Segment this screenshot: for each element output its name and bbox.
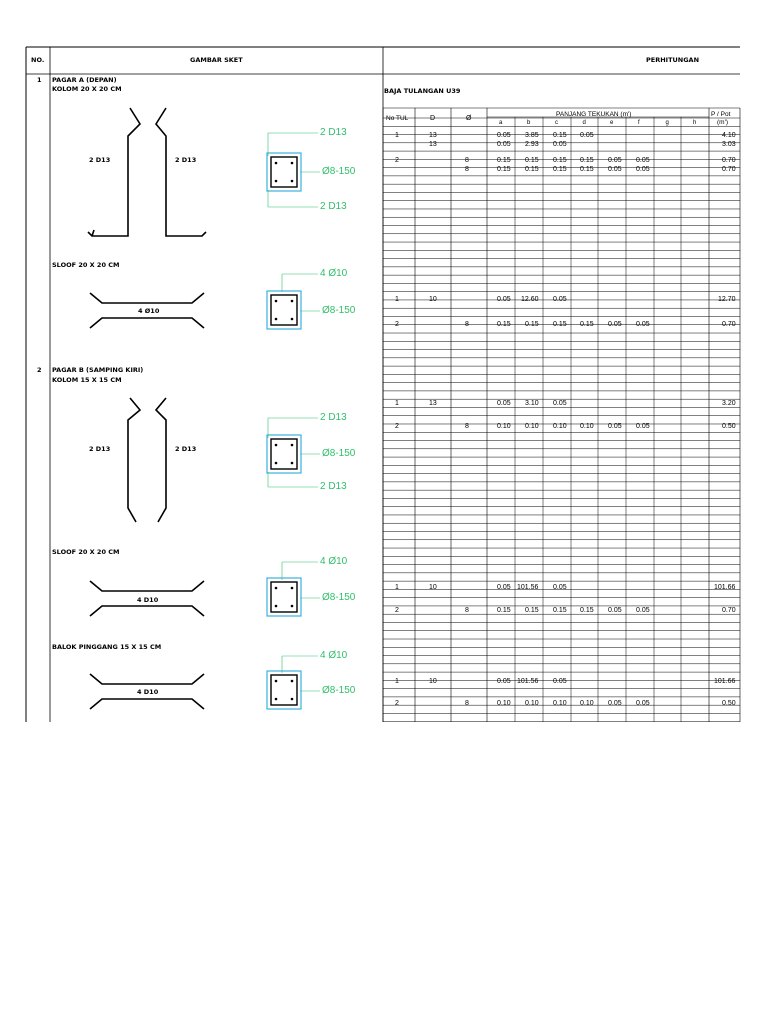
table-cell-phi: 8 [465,321,469,328]
table-cell-a: 0.15 [497,607,511,614]
table-cell-p: 12.70 [718,296,736,303]
table-cell-no: 2 [395,700,399,707]
table-cell-c: 0.10 [553,700,567,707]
xsec-4-rebar-dot [275,587,278,590]
table-cell-phi: 8 [465,700,469,707]
table-cell-dd: 0.10 [580,423,594,430]
col-header-e: e [610,120,614,126]
table-cell-dd: 0.15 [580,157,594,164]
xsec-2-rebar-dot [275,300,278,303]
kolom1-left-hook [92,230,94,236]
table-cell-a: 0.15 [497,321,511,328]
table-cell-c: 0.05 [553,678,567,685]
table-cell-p: 0.70 [722,607,736,614]
xsec-3-outline [267,435,301,473]
xsec-2-rebar-dot [275,318,278,321]
table-cell-p: 0.50 [722,423,736,430]
xsec-2-rebar-dot [291,318,294,321]
table-cell-f: 0.05 [636,700,650,707]
section-annotation-2-mid: Ø8-150 [322,305,356,316]
table-cell-c: 0.05 [553,141,567,148]
section-sloof-1-title: SLOOF 20 X 20 CM [52,261,120,269]
table-cell-e: 0.05 [608,157,622,164]
section-annotation-3-top: 2 D13 [320,412,347,423]
table-cell-b: 2.93 [525,141,539,148]
table-cell-b: 3.10 [525,400,539,407]
col-header-p-pot-unit: (m') [717,119,728,126]
xsec-1-rebar-dot [291,162,294,165]
table-cell-p: 3.03 [722,141,736,148]
xsec-4-outline [267,578,301,616]
xsec-5-stirrup [271,675,297,705]
table-cell-b: 0.10 [525,700,539,707]
table-cell-p: 0.70 [722,166,736,173]
section-annotation-1-bot: 2 D13 [320,201,347,212]
xsec-5-rebar-dot [275,698,278,701]
sloof2-top-bar [90,581,204,591]
table-cell-a: 0.05 [497,678,511,685]
table-cell-b: 12.60 [521,296,539,303]
xsec-4-rebar-dot [275,605,278,608]
section-1-number: 1 [37,76,42,84]
section-balok-title: BALOK PINGGANG 15 X 15 CM [52,643,162,651]
table-cell-c: 0.10 [553,423,567,430]
table-cell-dd: 0.10 [580,700,594,707]
section-annotation-1-mid: Ø8-150 [322,166,356,177]
xsec-1-outline [267,153,301,191]
table-cell-no: 2 [395,607,399,614]
table-cell-p: 3.20 [722,400,736,407]
table-cell-a: 0.05 [497,296,511,303]
xsec-4-rebar-dot [291,587,294,590]
xsec-1-rebar-dot [275,180,278,183]
section-sloof-2-title: SLOOF 20 X 20 CM [52,548,120,556]
table-cell-p: 101.66 [714,678,736,685]
header-perhitungan: PERHITUNGAN [646,56,700,64]
table-cell-p: 101.66 [714,584,736,591]
col-header-c: c [555,120,558,126]
kolom1-right-bar-label: 2 D13 [175,156,197,164]
xsec-2-outline [267,291,301,329]
kolom2-left-bar-label: 2 D13 [89,445,111,453]
table-cell-e: 0.05 [608,700,622,707]
xsec-2-stirrup [271,295,297,325]
table-cell-b: 0.15 [525,607,539,614]
table-cell-f: 0.05 [636,423,650,430]
col-header-no-tul: No TUL [386,115,409,122]
xsec-1-rebar-dot [291,180,294,183]
table-cell-phi: 8 [465,166,469,173]
table-cell-a: 0.05 [497,132,511,139]
table-cell-d: 13 [429,132,437,139]
xsec-2-rebar-dot [291,300,294,303]
table-cell-b: 0.10 [525,423,539,430]
table-cell-c: 0.15 [553,157,567,164]
table-cell-c: 0.05 [553,296,567,303]
table-cell-phi: 8 [465,607,469,614]
steel-grade-label: BAJA TULANGAN U39 [384,87,461,95]
table-cell-phi: 8 [465,157,469,164]
xsec-3-stirrup [271,439,297,469]
table-cell-p: 0.70 [722,321,736,328]
table-cell-dd: 0.15 [580,607,594,614]
table-cell-f: 0.05 [636,607,650,614]
table-cell-a: 0.15 [497,157,511,164]
table-cell-f: 0.05 [636,157,650,164]
kolom1-left-bar-label: 2 D13 [89,156,111,164]
col-header-p-pot: P / Pot [711,111,731,118]
xsec-3-rebar-dot [291,462,294,465]
kolom2-right-bar [156,398,166,522]
sloof1-top-bar [90,293,204,303]
table-cell-no: 1 [395,678,399,685]
table-cell-phi: 8 [465,423,469,430]
table-cell-b: 101.56 [517,584,539,591]
table-cell-c: 0.15 [553,166,567,173]
xsec-5-rebar-dot [275,680,278,683]
table-cell-dd: 0.15 [580,166,594,173]
table-cell-no: 1 [395,584,399,591]
table-cell-a: 0.10 [497,700,511,707]
table-cell-no: 1 [395,400,399,407]
xsec-3-rebar-dot [275,462,278,465]
section-annotation-2-top: 4 Ø10 [320,268,348,279]
table-cell-b: 0.15 [525,157,539,164]
table-cell-b: 0.15 [525,321,539,328]
col-header-a: a [499,120,503,126]
table-cell-e: 0.05 [608,607,622,614]
table-cell-b: 3.85 [525,132,539,139]
section-annotation-3-bot: 2 D13 [320,481,347,492]
kolom1-right-bar [156,108,206,236]
section-annotation-5-top: 4 Ø10 [320,650,348,661]
table-cell-a: 0.15 [497,166,511,173]
kolom1-left-bar [88,108,140,236]
xsec-3-rebar-dot [275,444,278,447]
table-cell-e: 0.05 [608,321,622,328]
sloof1-bar-label: 4 Ø10 [138,307,160,315]
table-cell-no: 2 [395,321,399,328]
table-cell-b: 0.15 [525,166,539,173]
table-cell-c: 0.15 [553,321,567,328]
table-cell-no: 1 [395,132,399,139]
table-cell-no: 2 [395,423,399,430]
col-header-d: D [430,115,436,122]
section-1-title: PAGAR A (DEPAN) [52,76,117,84]
table-cell-a: 0.05 [497,141,511,148]
section-annotation-4-mid: Ø8-150 [322,592,356,603]
table-cell-no: 2 [395,157,399,164]
table-cell-dd: 0.15 [580,321,594,328]
table-cell-e: 0.05 [608,423,622,430]
kolom2-left-bar [128,398,140,522]
table-cell-no: 1 [395,296,399,303]
sloof2-bottom-bar [90,606,204,616]
section-annotation-1-top: 2 D13 [320,127,347,138]
table-cell-a: 0.05 [497,584,511,591]
sloof2-bar-label: 4 D10 [137,596,159,604]
table-cell-d: 10 [429,678,437,685]
sloof1-bottom-bar [90,318,204,328]
header-no: NO. [31,56,45,64]
section-2-subtitle: KOLOM 15 X 15 CM [52,376,122,384]
col-header-h: h [693,120,697,126]
col-header-b: b [527,120,531,126]
table-cell-d: 10 [429,584,437,591]
table-cell-a: 0.10 [497,423,511,430]
table-cell-p: 4.10 [722,132,736,139]
table-cell-dd: 0.05 [580,132,594,139]
section-2-number: 2 [37,366,42,374]
table-cell-c: 0.05 [553,400,567,407]
table-cell-e: 0.05 [608,166,622,173]
table-cell-c: 0.15 [553,607,567,614]
section-2-title: PAGAR B (SAMPING KIRI) [52,366,144,374]
col-header-panjang-tekukan: PANJANG TEKUKAN (m') [556,111,632,118]
table-cell-p: 0.50 [722,700,736,707]
xsec-5-rebar-dot [291,698,294,701]
table-cell-c: 0.05 [553,584,567,591]
xsec-5-outline [267,671,301,709]
table-cell-a: 0.05 [497,400,511,407]
xsec-3-rebar-dot [291,444,294,447]
col-header-phi: Ø [466,115,472,122]
xsec-4-stirrup [271,582,297,612]
xsec-1-rebar-dot [275,162,278,165]
table-cell-f: 0.05 [636,321,650,328]
balok-bar-label: 4 D10 [137,688,159,696]
xsec-5-rebar-dot [291,680,294,683]
section-annotation-3-mid: Ø8-150 [322,448,356,459]
kolom2-right-bar-label: 2 D13 [175,445,197,453]
balok-top-bar [90,674,204,684]
section-1-subtitle: KOLOM 20 X 20 CM [52,85,122,93]
col-header-d: d [582,120,586,126]
table-cell-p: 0.70 [722,157,736,164]
table-cell-d: 13 [429,400,437,407]
xsec-4-rebar-dot [291,605,294,608]
col-header-g: g [665,120,669,126]
table-cell-f: 0.05 [636,166,650,173]
col-header-f: f [638,120,640,126]
header-gambar-sket: GAMBAR SKET [190,56,243,64]
table-cell-d: 10 [429,296,437,303]
table-cell-b: 101.56 [517,678,539,685]
xsec-1-stirrup [271,157,297,187]
table-cell-d: 13 [429,141,437,148]
section-annotation-5-mid: Ø8-150 [322,685,356,696]
balok-bottom-bar [90,699,204,709]
table-cell-c: 0.15 [553,132,567,139]
section-annotation-4-top: 4 Ø10 [320,556,348,567]
